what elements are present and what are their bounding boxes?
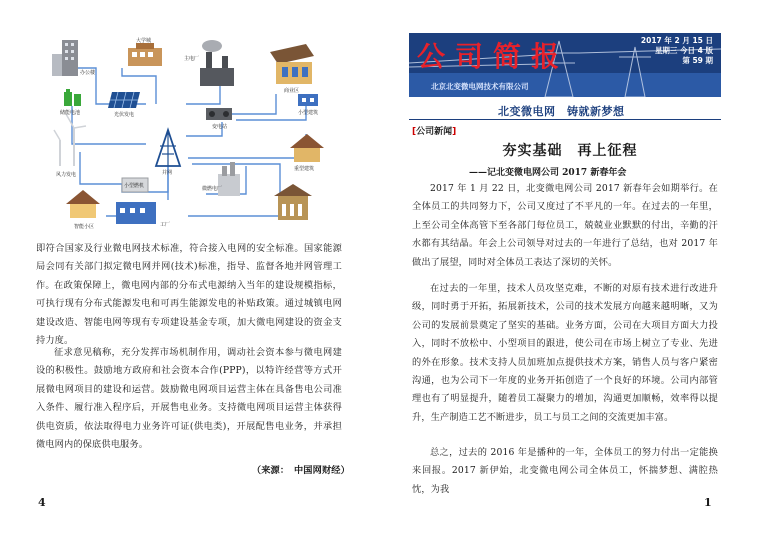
grid-tower — [156, 130, 180, 166]
pv-panels — [108, 92, 140, 108]
battery-storage — [64, 89, 81, 106]
label-factory: 工厂 — [160, 222, 171, 228]
article-subtitle: ——记北变微电网公司 2017 新春年会 — [469, 168, 627, 178]
article-source: （来源： 中国网财经） — [251, 465, 350, 476]
left-paragraph-2: 在政策保障上，微电网内部的分布式电源纳入当年的建设规模指标，可执行现有分布式能源发电和可再生能源发电的补贴政策。通过城镇电网建设改造、智能电网等现有专项建设基金专项，加大微电网建设的资金支持力度。 — [36, 280, 342, 347]
label-thermal-plant: 主电厂 — [184, 56, 200, 62]
issue-date: 2017 年 2 月 15 日 — [640, 36, 713, 45]
label-microturbine: 小型燃机 — [124, 183, 145, 189]
label-wind: 风力发电 — [56, 172, 77, 178]
right-paragraph-3: 总之，过去的 2016 年是播种的一年，全体员工的努力付出一定能换来回报。2017 新伊始，北变微电网公司全体员工，怀揣梦想、满腔热忱，为我 — [412, 447, 718, 495]
company-slogan: 北变微电网 铸就新梦想 — [498, 105, 625, 118]
wind-turbines — [54, 114, 86, 166]
newsletter-masthead — [409, 33, 721, 97]
smart-community — [66, 190, 100, 218]
label-battery: 储能电池 — [60, 110, 81, 116]
label-pv: 光伏发电 — [114, 112, 135, 118]
factory — [116, 202, 156, 224]
company-name: 北京北变微电网技术有限公司 — [431, 82, 529, 91]
label-substation: 变电站 — [212, 124, 228, 130]
weekday-edition: 星期三 今日 4 版 — [654, 46, 713, 55]
label-grid: 并网 — [162, 170, 173, 176]
office-building — [52, 40, 78, 76]
left-paragraph-1: 即符合国家及行业微电网技术标准，符合接入电网的安全标准。国家能源局会同有关部门拟定微电网并网(技术)标准，指导、监督各地并网管理工作。 — [36, 243, 342, 291]
label-small-building: 小型建筑 — [298, 110, 319, 116]
masthead-info — [641, 36, 713, 66]
residential-building — [290, 134, 324, 162]
left-paragraph-3: 征求意见稿称，充分发挥市场机制作用，调动社会资本参与微电网建设的积极性。鼓励地方政府和社会资本合作(PPP)，以特许经营等方式开展微电网项目的建设和运营。鼓励微电网项目运营主体在具备售电公司准入条件、履行准入程序后，开展售电业务。支持微电网项目运营主体获得供电资质，依法取得电力业务许可证(供电类)，开展配售电业务，并承担微电网内的保底供电服务。 — [36, 347, 342, 451]
article-title: 夯实基础 再上征程 — [502, 143, 638, 159]
label-commercial: 商业区 — [284, 88, 300, 94]
newsletter-title: 公司简报 — [417, 40, 570, 73]
issue-number: 第 59 期 — [682, 56, 713, 65]
section-name: 公司新闻 — [416, 127, 453, 137]
substation — [206, 108, 232, 120]
university — [128, 43, 162, 66]
section-label — [412, 124, 456, 137]
right-paragraph-1: 2017 年 1 月 22 日，北变微电网公司 2017 新春年会如期举行。在全体员工的共同努力下，公司又度过了不平凡的一年。在过去的一年里，上至公司全体高管下至各部门每位员工，兢兢业业默默的付出，辛勤的汗水都有其结晶。年会上公司领导对过去的一年进行了总结，也对 2017 年做出了展望，同时对全体员工表达了深切的关怀。 — [412, 183, 718, 268]
right-page-number: 1 — [704, 496, 712, 509]
label-gas-power: 微燃电厂 — [202, 186, 223, 192]
label-community: 智能小区 — [74, 224, 95, 230]
section-bracket-close: ] — [452, 127, 457, 137]
label-office: 办公楼 — [80, 70, 96, 76]
label-small-residential: 重型建筑 — [294, 166, 315, 172]
label-university: 大学城 — [136, 38, 152, 44]
small-building — [298, 94, 318, 106]
section-bracket-open: [ — [412, 127, 417, 137]
microgrid-diagram — [36, 34, 342, 234]
left-page-number: 4 — [38, 496, 46, 509]
commercial-building — [270, 44, 314, 84]
right-paragraph-2: 在过去的一年里，技术人员攻坚克难，不断的对原有技术进行改进升级，同时勇于开拓，拓展新技术，公司的技术发展方向越来越明晰，又为公司的发展前景奠定了坚实的基础。业务方面，公司在大项目方面大力投入，同时不放松中、小型项目的跟进，使公司在市场上树立了专业、先进的外在形象。技术支持人员加班加点提供技术方案，销售人员与客户紧密沟通，也为公司下一年度的业务开拓创造了一个良好的环境。公司内部管理也有了明显提升，随着员工凝聚力的增加，沟通更加顺畅，效率得以提升，生产制造工艺不断进步，员工与员工之间的交流更加丰富。 — [412, 283, 718, 423]
thermal-plant — [200, 40, 234, 86]
slogan-divider — [409, 119, 721, 120]
